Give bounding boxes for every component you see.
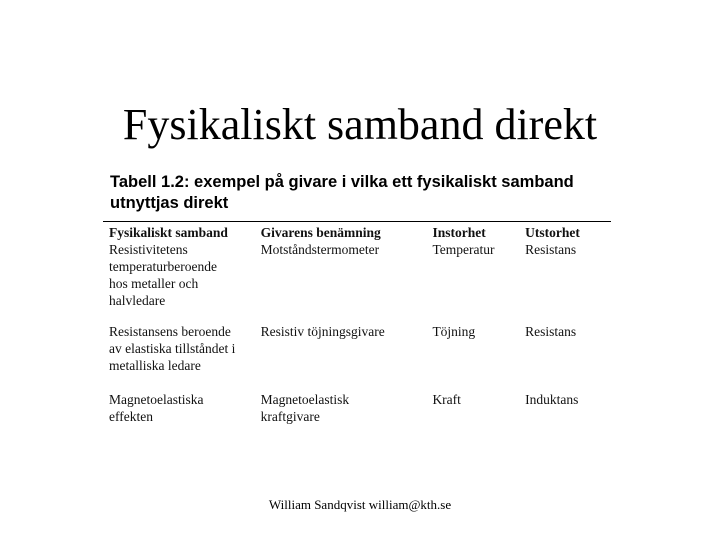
cell-line: av elastiska tillståndet i (109, 341, 236, 356)
column-header-input-quantity: Instorhet (432, 225, 486, 240)
cell-line: hos metaller och (109, 276, 199, 291)
output-quantity-cell: Resistans (525, 324, 577, 339)
cell-line: temperaturberoende (109, 259, 217, 274)
cell-line: Resistiv töjningsgivare (260, 324, 385, 339)
table-caption-line: utnyttjas direkt (110, 194, 229, 212)
input-quantity-cell: Töjning (432, 324, 476, 339)
sensor-name-cell (258, 323, 430, 391)
cell-line: halvledare (109, 293, 166, 308)
physical-relation-cell (106, 323, 258, 391)
cell-line: metalliska ledare (109, 358, 201, 373)
table-caption (110, 172, 610, 214)
cell-line: Resistivitetens (109, 242, 188, 257)
footer-author: William Sandqvist william@kth.se (268, 497, 452, 512)
column-header-sensor-name: Givarens benämning (260, 225, 381, 240)
column-header-output-quantity: Utstorhet (525, 225, 580, 240)
table-row (106, 391, 606, 425)
sensor-name-cell (258, 241, 430, 323)
cell-line: kraftgivare (260, 409, 320, 424)
cell-line: Motståndstermometer (260, 242, 380, 257)
input-quantity-cell: Temperatur (432, 242, 495, 257)
table-top-rule (103, 221, 611, 222)
cell-line: Magnetoelastiska (109, 392, 204, 407)
table-caption-line: Tabell 1.2: exempel på givare i vilka ett fysikaliskt samband (110, 173, 574, 191)
table-header-row (106, 224, 606, 241)
physical-relation-cell (106, 241, 258, 323)
output-quantity-cell: Resistans (525, 242, 577, 257)
output-quantity-cell: Induktans (525, 392, 579, 407)
sensor-table (106, 224, 606, 425)
cell-line: Resistansens beroende (109, 324, 231, 339)
table-row (106, 323, 606, 391)
cell-line: effekten (109, 409, 153, 424)
column-header-physical-relation: Fysikaliskt samband (109, 225, 228, 240)
slide-title: Fysikaliskt samband direkt (122, 100, 598, 150)
physical-relation-cell (106, 391, 258, 425)
input-quantity-cell: Kraft (432, 392, 461, 407)
table-row (106, 241, 606, 323)
cell-line: Magnetoelastisk (260, 392, 350, 407)
sensor-name-cell (258, 391, 430, 425)
